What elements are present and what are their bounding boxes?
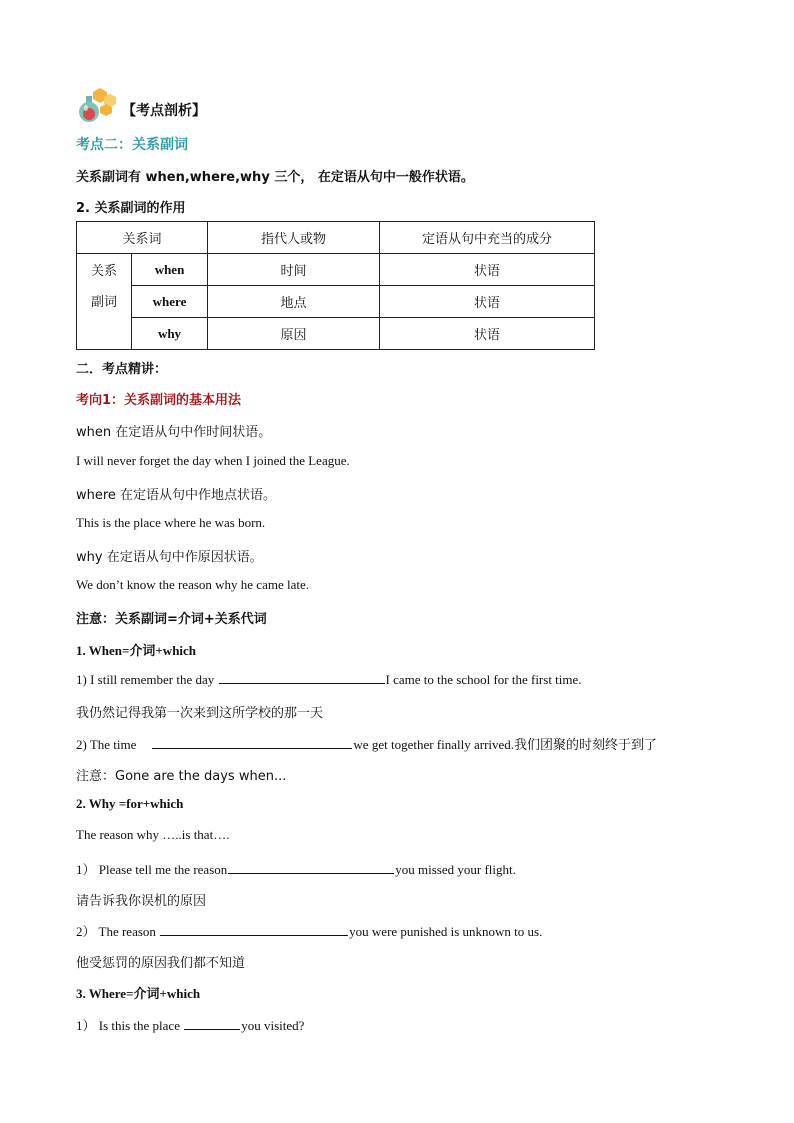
table-row — [77, 254, 595, 286]
flask-icon — [76, 86, 120, 124]
section-where-heading: 3. Where=介词+which — [76, 986, 201, 1001]
intro-text: 关系副词有 when,where,why 三个， 在定语从句中一般作状语。 — [76, 170, 474, 185]
exercise-line — [76, 859, 516, 878]
exercise-line — [76, 1015, 304, 1034]
section-header: 【考点剖析】 — [122, 103, 206, 119]
page-title: 考点二：关系副词 — [76, 137, 188, 153]
exercise-line — [76, 921, 542, 940]
table-cell: 状语 — [380, 254, 595, 286]
table-cell-word: where — [132, 286, 208, 318]
where-description: where 在定语从句中作地点状语。 — [76, 488, 277, 503]
subheading-explained: 二．考点精讲： — [76, 362, 168, 377]
exercise-prefix: 2） The reason — [76, 924, 160, 939]
table-cell: 时间 — [208, 254, 380, 286]
table-cell: 地点 — [208, 286, 380, 318]
table-row — [77, 318, 595, 350]
exercise-line — [76, 671, 582, 688]
direction-heading: 考向1：关系副词的基本用法 — [76, 393, 242, 408]
exercise-suffix: you visited? — [241, 1018, 305, 1033]
group-label-line: 关系 — [90, 264, 117, 279]
table-cell-word: when — [132, 254, 208, 286]
table-cell: 原因 — [208, 318, 380, 350]
exercise-suffix: you were punished is unknown to us. — [349, 924, 543, 939]
answer-blank[interactable] — [152, 736, 352, 749]
table-cell: 状语 — [380, 318, 595, 350]
table-header: 指代人或物 — [208, 222, 380, 254]
note-heading: 注意：关系副词=介词+关系代词 — [76, 612, 267, 627]
exercise-suffix: you missed your flight. — [395, 862, 516, 877]
exercise-suffix: we get together finally arrived.我们团聚的时刻终于到了 — [353, 737, 658, 752]
group-label-line: 副词 — [90, 295, 117, 310]
exercise-translation: 他受惩罚的原因我们都不知道 — [76, 956, 246, 971]
answer-blank[interactable] — [219, 671, 385, 684]
answer-blank[interactable] — [160, 923, 348, 936]
table-header: 定语从句中充当的成分 — [380, 222, 595, 254]
answer-blank[interactable] — [228, 861, 394, 874]
exercise-prefix: 1) I still remember the day — [76, 672, 218, 687]
answer-blank[interactable] — [184, 1017, 240, 1030]
why-description: why 在定语从句中作原因状语。 — [76, 550, 263, 565]
why-example: We don’t know the reason why he came late. — [76, 577, 309, 592]
note-line: 注意：Gone are the days when... — [76, 769, 287, 784]
when-description: when 在定语从句中作时间状语。 — [76, 425, 272, 440]
table-row — [77, 286, 595, 318]
where-example: This is the place where he was born. — [76, 515, 266, 530]
exercise-line — [76, 734, 657, 753]
table-header-row — [77, 222, 595, 254]
relative-adverb-table — [76, 221, 595, 350]
exercise-prefix: 1） Is this the place — [76, 1018, 184, 1033]
group-label — [77, 254, 132, 350]
pattern-line: The reason why …..is that…. — [76, 827, 230, 842]
exercise-prefix: 2) The time — [76, 737, 137, 752]
table-cell-word: why — [132, 318, 208, 350]
when-example: I will never forget the day when I joined the League. — [76, 453, 350, 468]
table-header: 关系词 — [77, 222, 208, 254]
subheading-role: 2. 关系副词的作用 — [76, 201, 186, 216]
exercise-translation: 请告诉我你误机的原因 — [76, 894, 207, 909]
exercise-translation: 我仍然记得我第一次来到这所学校的那一天 — [76, 706, 324, 721]
exercise-suffix: I came to the school for the first time. — [385, 672, 582, 687]
exercise-prefix: 1） Please tell me the reason — [76, 862, 228, 877]
section-when-heading: 1. When=介词+which — [76, 643, 197, 658]
section-why-heading: 2. Why =for+which — [76, 796, 184, 811]
table-cell: 状语 — [380, 286, 595, 318]
